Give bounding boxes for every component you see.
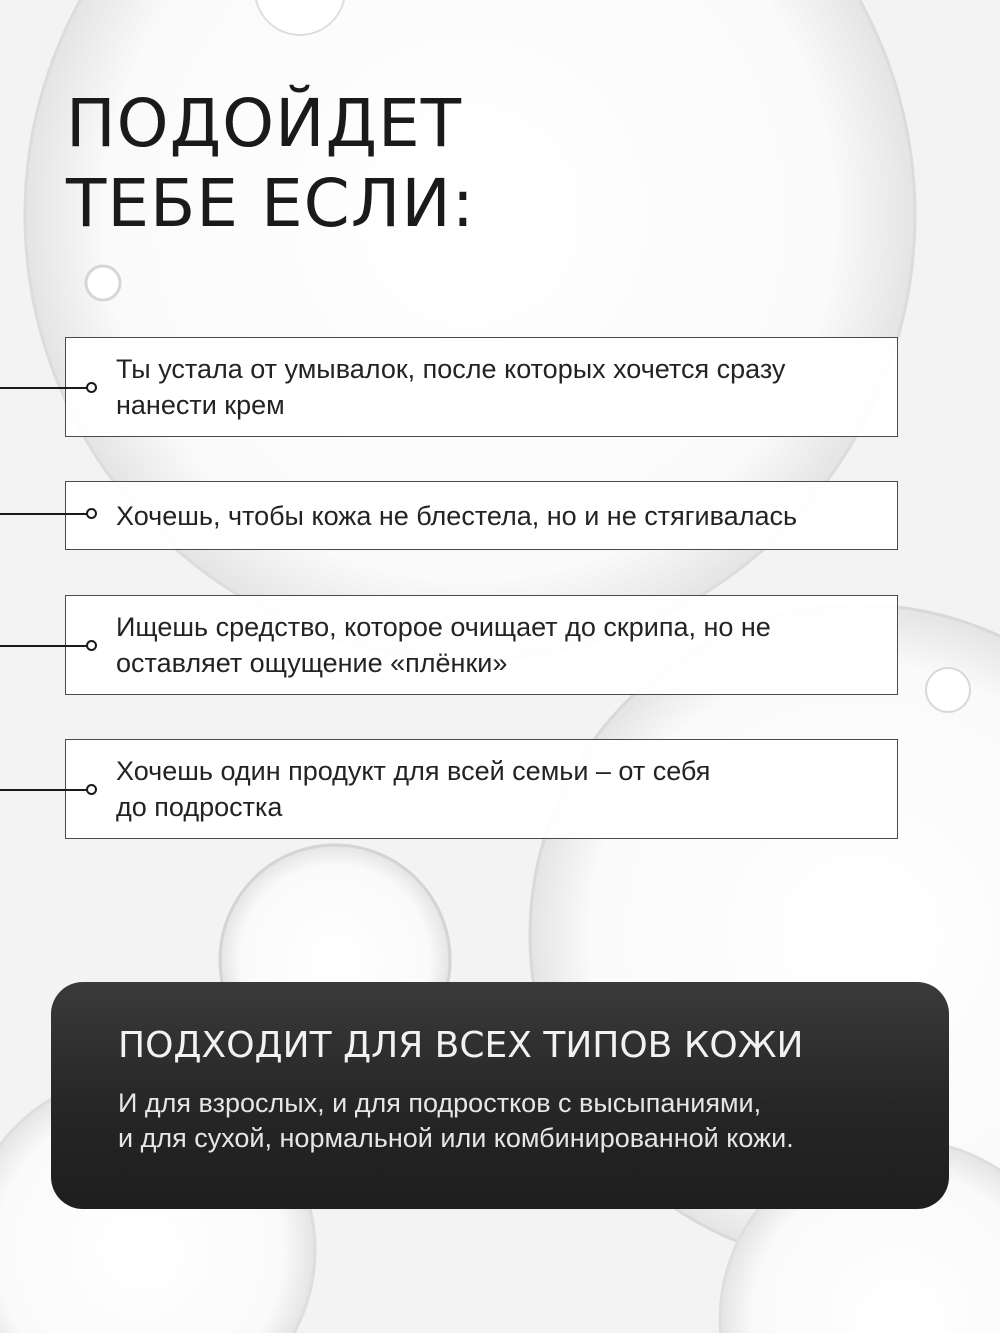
- summary-title: ПОДХОДИТ ДЛЯ ВСЕХ ТИПОВ КОЖИ: [118, 1025, 804, 1066]
- connector-dot-3: [86, 640, 97, 651]
- benefit-text-4: Хочешь один продукт для всей семьи – от себя до подростка: [116, 756, 711, 822]
- connector-dot-1: [86, 382, 97, 393]
- connector-line-4: [0, 789, 88, 791]
- benefit-card-1: [65, 337, 898, 437]
- bubble-small-left: [86, 266, 120, 300]
- connector-line-1: [0, 387, 88, 389]
- benefit-card-2: [65, 481, 898, 550]
- page-title-line-2: ТЕБЕ ЕСЛИ:: [66, 165, 475, 242]
- benefit-text-2: Хочешь, чтобы кожа не блестела, но и не стягивалась: [116, 500, 798, 531]
- connector-dot-4: [86, 784, 97, 795]
- page-title: [66, 84, 475, 244]
- benefit-text-1: Ты устала от умывалок, после которых хочется сразу нанести крем: [116, 354, 786, 420]
- summary-card: [51, 982, 949, 1209]
- connector-line-2: [0, 513, 88, 515]
- connector-dot-2: [86, 508, 97, 519]
- benefit-card-4: [65, 739, 898, 839]
- benefit-card-3: [65, 595, 898, 695]
- connector-line-3: [0, 645, 88, 647]
- summary-body: И для взрослых, и для подростков с высыпаниями, и для сухой, нормальной или комбинированной кожи.: [118, 1088, 794, 1153]
- page-title-line-1: ПОДОЙДЕТ: [66, 85, 463, 162]
- bubble-tiny-right: [926, 668, 970, 712]
- benefit-text-3: Ищешь средство, которое очищает до скрипа, но не оставляет ощущение «плёнки»: [116, 612, 771, 678]
